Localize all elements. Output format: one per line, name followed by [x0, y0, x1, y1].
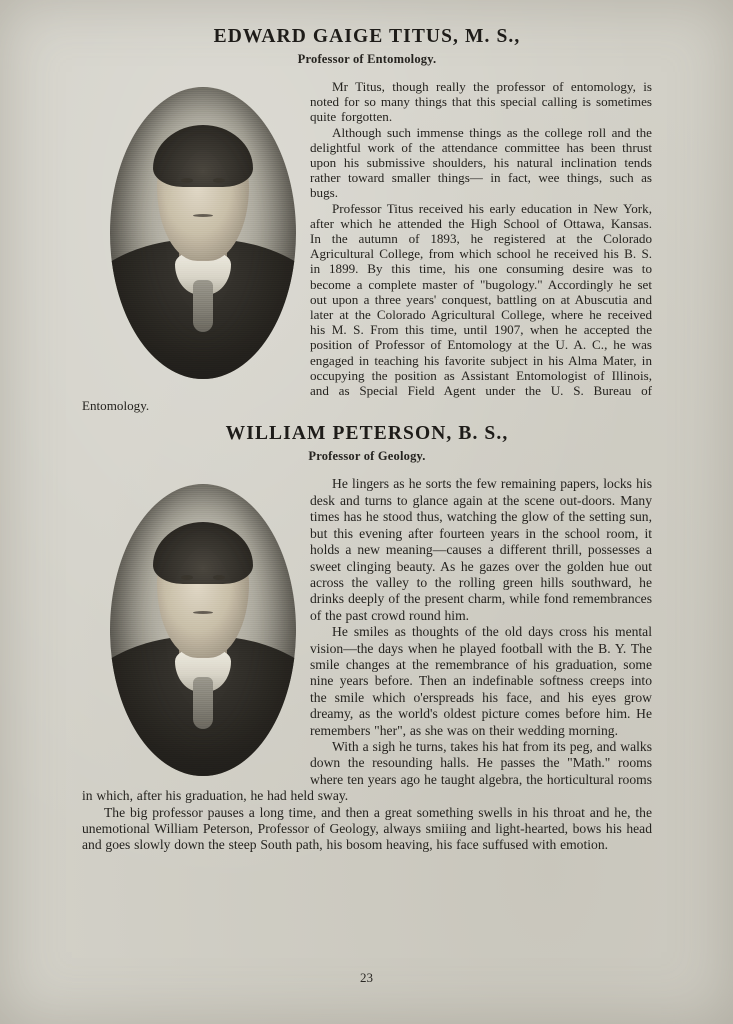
entry-subtitle-peterson: Professor of Geology. — [308, 449, 426, 464]
entry-titus — [82, 26, 652, 413]
page-content — [82, 26, 652, 854]
bio-titus — [82, 79, 652, 413]
paragraph: He smiles as thoughts of the old days cross his mental vision—the days when he played football with the B. Y. The smile changes at the remembrance of his graduation, some nine years before. Then an indefinable softness creeps into the smile which o'erspreads his face, and his eyes grow dreamy, as the world's oldest picture comes before him. He remembers "her", as she was on their wedding morning. — [310, 624, 652, 738]
portrait-william-peterson — [110, 484, 296, 776]
bio-peterson — [82, 476, 652, 853]
page-title: EDWARD GAIGE TITUS, M. S., — [213, 26, 521, 47]
page-number: 23 — [360, 970, 373, 985]
entry-subtitle-titus: Professor of Entomology. — [297, 52, 437, 66]
entry-peterson — [82, 423, 652, 853]
paragraph: Professor Titus received his early education in New York, after which he attended the High School of Ottawa, Kansas. In the autumn of 1893, he registered at the Colorado Agricultural College, from which school he received his B. S. in 1899. By this time, his one consuming desire was to become a complete master of "bugology." Accordingly he set out upon a three years' conquest, battling on at Abuscutia and later at the Colorado Agricultural College, where he received his M. S. From this time, until 1907, when he accepted the position of Professor of Entomology at the U. A. C., he was engaged in teaching his favorite subject in his Alma Mater, in occupying the position as Assistant Entomologist of Illinois, and as Special Field Agent under the U. S. Bureau of Entomology. — [82, 200, 652, 414]
paragraph: Although such immense things as the college roll and the delightful work of the attendance committee has been thrust upon his submissive shoulders, his natural inclination tends rather toward smaller things— in fact, wee things, such as bugs. — [310, 124, 652, 201]
entry-title-peterson: WILLIAM PETERSON, B. S., — [225, 423, 509, 445]
paragraph: Mr Titus, though really the professor of entomology, is noted for so many things that this special calling is sometimes quite forgotten. — [310, 79, 652, 125]
paragraph: He lingers as he sorts the few remaining papers, locks his desk and turns to glance again at the scene out-doors. Many times has he stood thus, watching the glow of the setting sun, but this evening after fourteen years in the school room, it holds a new meaning—causes a different thrill, possesses a sweet clinging beauty. As he gazes over the golden hue out across the valley to the rolling green hills southward, he drinks deeply of the present charm, while fond remembrances of the past crowd round him. — [310, 476, 652, 623]
paragraph: With a sigh he turns, takes his hat from its peg, and walks down the resounding halls. He passes the "Math." rooms where ten years ago he taught algebra, the horticultural rooms in which, after his graduation, he had held sway. — [82, 738, 652, 804]
portrait-edward-gaige-titus — [110, 87, 296, 379]
paragraph: The big professor pauses a long time, and then a great something swells in his throat and he, the unemotional William Peterson, Professor of Geology, always smiiing and light-hearted, bows his head and goes slowly down the steep South path, his bosom heaving, his face suffused with emotion. — [82, 804, 652, 853]
